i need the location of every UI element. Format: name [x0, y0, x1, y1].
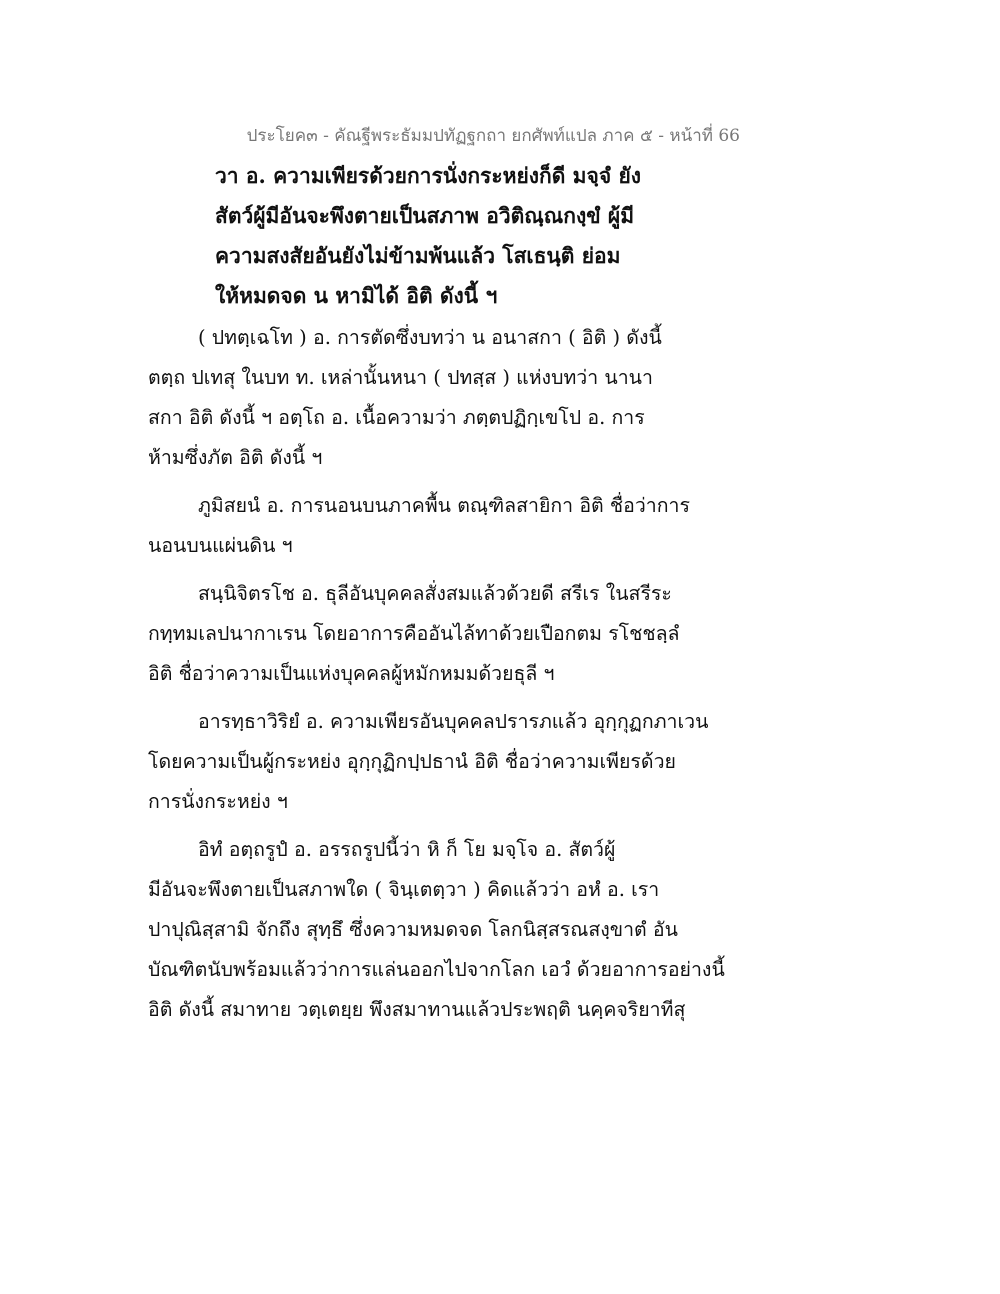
verse-line: สัตว์ผู้มีอันจะพึงตายเป็นสภาพ อวิติณฺณกงฺขํ ผู้มี: [215, 203, 635, 228]
text-line: นอนบนแผ่นดิน ฯ: [148, 534, 293, 557]
text-line: กทฺทมเลปนากาเรน โดยอาการคืออันไล้ทาด้วยเปือกตม รโชชลฺลํ: [148, 622, 680, 645]
page-header: ประโยค๓ - คัณฐีพระธัมมปทัฏฐกถา ยกศัพท์แปล ภาค ๕ - หน้าที่ 66: [246, 126, 740, 146]
text-line: การนั่งกระหย่ง ฯ: [148, 790, 288, 813]
verse-quote-block: [215, 156, 675, 316]
text-line: อิทํ อตฺถรูปํ อ. อรรถรูปนี้ว่า หิ ก็ โย มจฺโจ อ. สัตว์ผู้: [198, 838, 616, 861]
text-line: ตตฺถ ปเทสุ ในบท ท. เหล่านั้นหนา ( ปทสฺส ) แห่งบทว่า นานา: [148, 366, 653, 389]
text-line: มีอันจะพึงตายเป็นสภาพใด ( จินฺเตตฺวา ) คิดแล้วว่า อหํ อ. เรา: [148, 878, 660, 901]
text-line: ภูมิสยนํ อ. การนอนบนภาคพื้น ตณฺฑิลสายิกา อิติ ชื่อว่าการ: [198, 494, 690, 517]
text-line: สกา อิติ ดังนี้ ฯ อตฺโถ อ. เนื้อความว่า ภตฺตปฏิกฺเขโป อ. การ: [148, 406, 645, 429]
paragraph: [148, 486, 728, 566]
verse-line: ความสงสัยอันยังไม่ข้ามพ้นแล้ว โสเธนฺติ ย่อม: [215, 243, 621, 268]
text-line: ห้ามซึ่งภัต อิติ ดังนี้ ฯ: [148, 446, 323, 469]
text-line: อารทฺธาวิริยํ อ. ความเพียรอันบุคคลปรารภแล้ว อุกฺกุฏกภาเวน: [198, 710, 709, 733]
paragraph: [148, 702, 728, 822]
text-line: สนฺนิจิตรโช อ. ธุลีอันบุคคลสั่งสมแล้วด้วยดี สรีเร ในสรีระ: [198, 582, 672, 605]
text-line: ( ปทตฺเฉโท ) อ. การตัดซึ่งบทว่า น อนาสกา ( อิติ ) ดังนี้: [198, 326, 662, 349]
verse-line: ให้หมดจด น หามิได้ อิติ ดังนี้ ฯ: [215, 283, 498, 308]
paragraph: [148, 830, 728, 1030]
paragraph: [148, 574, 728, 694]
paragraph: [148, 318, 728, 478]
text-line: โดยความเป็นผู้กระหย่ง อุกฺกุฏิกปฺปธานํ อิติ ชื่อว่าความเพียรด้วย: [148, 750, 676, 773]
text-line: อิติ ชื่อว่าความเป็นแห่งบุคคลผู้หมักหมมด้วยธุลี ฯ: [148, 662, 555, 685]
text-line: ปาปุณิสฺสามิ จักถึง สุทฺธึ ซึ่งความหมดจด โลกนิสฺสรณสงฺขาตํ อัน: [148, 918, 678, 941]
body-text: [148, 318, 728, 1038]
verse-line: วา อ. ความเพียรด้วยการนั่งกระหย่งก็ดี มจฺจํ ยัง: [215, 163, 641, 188]
text-line: อิติ ดังนี้ สมาทาย วตฺเตยฺย พึงสมาทานแล้วประพฤติ นคฺคจริยาทีสุ: [148, 998, 686, 1021]
text-line: บัณฑิตนับพร้อมแล้วว่าการแล่นออกไปจากโลก เอวํ ด้วยอาการอย่างนี้: [148, 958, 725, 981]
